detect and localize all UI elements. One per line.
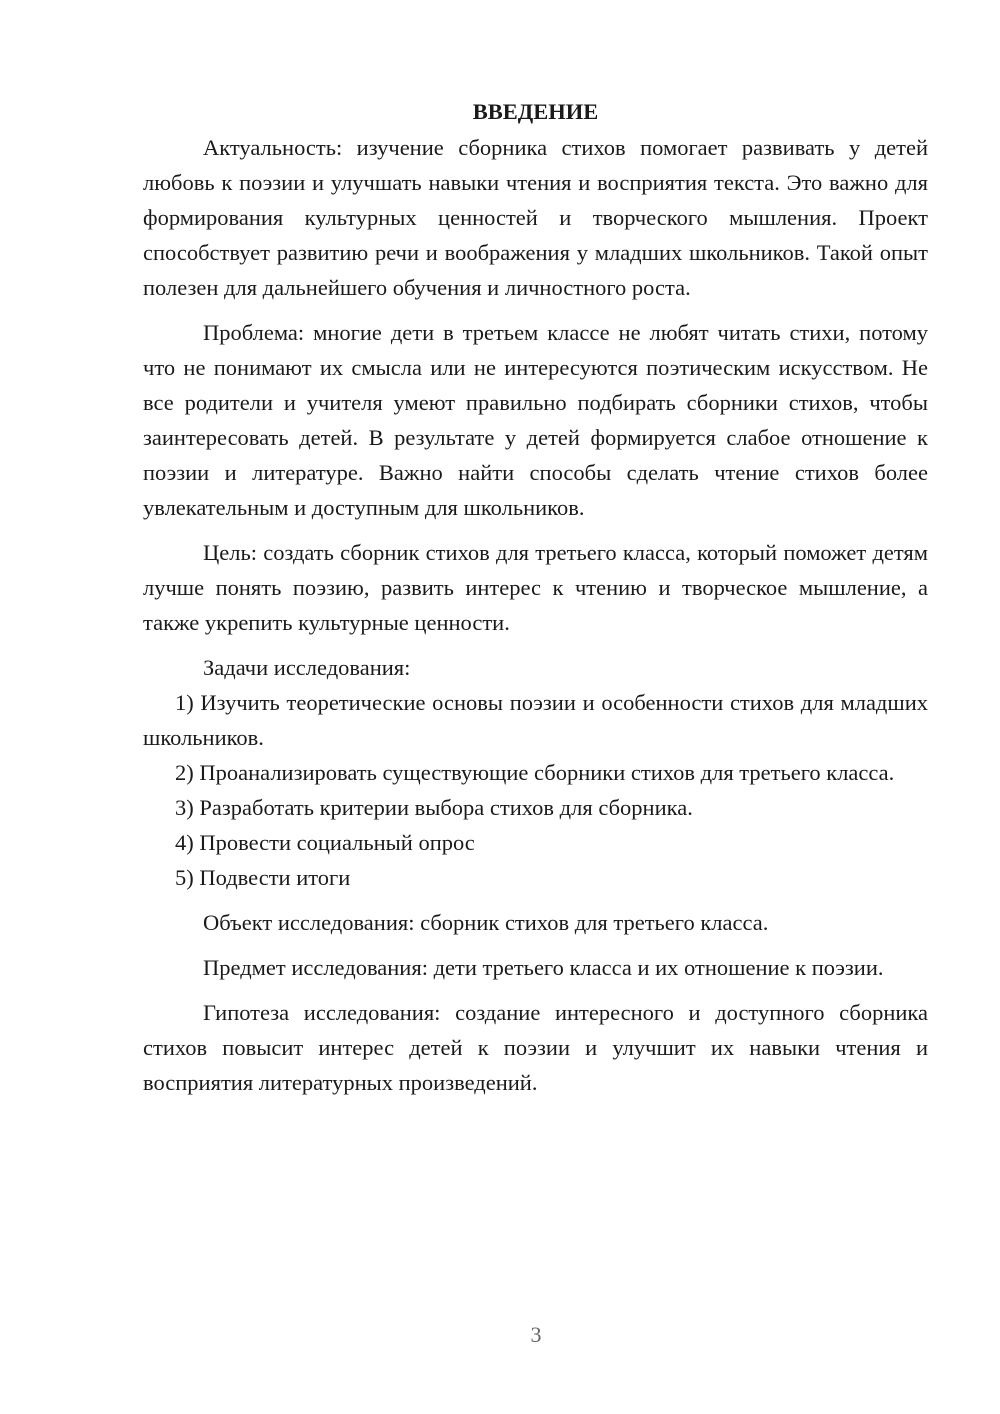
paragraph-object: Объект исследования: сборник стихов для третьего класса. [203,910,769,935]
paragraph-problem: Проблема: многие дети в третьем классе не любят читать стихи, потому что не понимают их смысла или не интересуются поэтическим искусством. Не все родители и учителя умеют правильно подбирать сборники стихов, чтобы заинтересовать детей. В результате у детей формируется слабое отношение к поэзии и литературе. Важно найти способы сделать чтение стихов более увлекательным и доступным для школьников. [143,320,928,520]
paragraph-relevance: Актуальность: изучение сборника стихов помогает развивать у детей любовь к поэзии и улучшать навыки чтения и восприятия текста. Это важно для формирования культурных ценностей и творческого мышления. Проект способствует развитию речи и воображения у младших школьников. Такой опыт полезен для дальнейшего обучения и личностного роста. [143,135,928,300]
page-number: 3 [530,1322,542,1347]
paragraph-tasks-heading: Задачи исследования: [203,655,411,680]
task-item-2: 2) Проанализировать существующие сборники стихов для третьего класса. [175,760,895,785]
paragraph-hypothesis: Гипотеза исследования: создание интересного и доступного сборника стихов повысит интерес детей к поэзии и улучшит их навыки чтения и восприятия литературных произведений. [143,1000,928,1095]
paragraph-goal: Цель: создать сборник стихов для третьего класса, который поможет детям лучше понять поэзию, развить интерес к чтению и творческое мышление, а также укрепить культурные ценности. [143,540,928,635]
task-item-1: 1) Изучить теоретические основы поэзии и особенности стихов для младших школьников. [143,690,928,750]
paragraph-subject: Предмет исследования: дети третьего класса и их отношение к поэзии. [203,955,884,980]
task-item-5: 5) Подвести итоги [175,865,351,890]
task-item-3: 3) Разработать критерии выбора стихов для сборника. [175,795,693,820]
task-item-4: 4) Провести социальный опрос [175,830,475,855]
document-body [143,94,928,1100]
section-title: ВВЕДЕНИЕ [472,99,599,124]
